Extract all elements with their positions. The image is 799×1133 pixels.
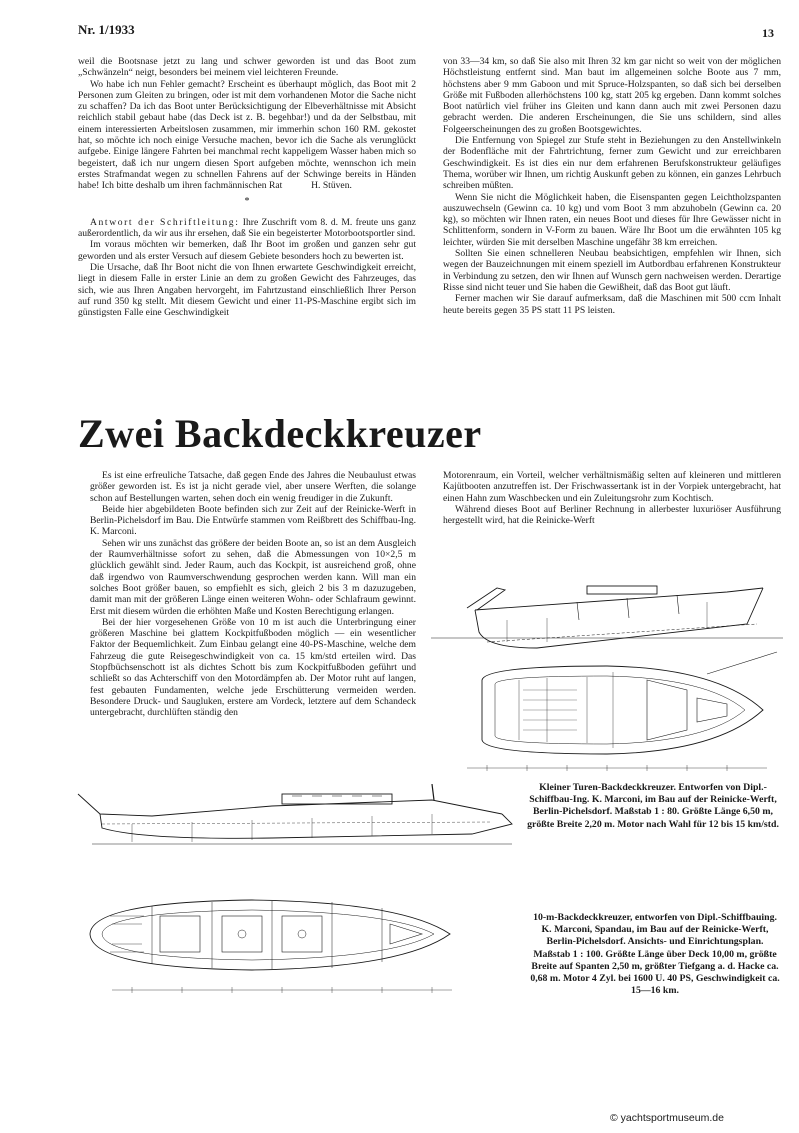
article-column-left [90, 470, 416, 719]
article-column-right [443, 470, 781, 526]
caption-large-cruiser: 10-m-Backdeckkreuzer, entworfen von Dipl.-Schiffbauing. K. Marconi, Spandau, im Bau auf der Reinicke-Werft, Berlin-Pichelsdorf. Ansichts- und Einrichtungsplan. Maßstab 1 : 100. Größte Länge über Deck 10,00 m, größte Breite auf Spanten 2,50 m, größter Tiefgang a. d. Hacke ca. 0,68 m. Motor 4 Zyl. bei 1600 U. 40 PS, Geschwindigkeit ca. 15—16 km. [530, 912, 780, 997]
answer-paragraph: von 33—34 km, so daß Sie also mit Ihren 32 km gar nicht so weit von der möglichen Höchstleistung entfernt sind. Man baut im allgemeinen solche Boote aus 7 mm, höchstens aber 9 mm Gaboon und mit Spruce-Holzspanten, so daß sich bei derselben Größe mit Fußboden allerhöchstens 100 kg, statt 205 kg ergeben. Dann kommt solches Boot natürlich viel früher ins Gleiten und kann dann auch mit zwei Personen dazu gebracht werden. Die anderen Erscheinungen, die Sie uns schildern, sind alles Folgeerscheinungen des zu großen Bootsgewichtes. [443, 56, 781, 135]
answer-paragraph: Die Entfernung von Spiegel zur Stufe steht in Beziehungen zu den Anstellwinkeln der Bodenfläche mit der Fahrtrichtung, ferner zum Gewicht und zur erreichbaren Geschwindigkeit. Es ist dies ein nur dem erfahrenen Berufskonstrukteur geläufiges Thema, worüber wir Ihnen, um richtig Auskunft geben zu können, ein ganzes Lehrbuch schreiben müßten. [443, 135, 781, 192]
answer-paragraph: Im voraus möchten wir bemerken, daß Ihr Boot im großen und ganzen sehr gut geworden und als erster Versuch auf diesem Gebiete besonders hoch zu bewerten ist. [78, 239, 416, 262]
letter-paragraph: weil die Bootsnase jetzt zu lang und schwer geworden ist und das Boot zum „Schwänzeln“ neigt, besonders bei meinem viel leichteren Freunde. [78, 56, 416, 79]
answer-paragraph: Sollten Sie einen schnelleren Neubau beabsichtigen, empfehlen wir Ihnen, sich wegen der Bauzeichnungen mit einem speziell im Autbordbau erfahrenen Konstrukteur in Verbindung zu setzen, den wir Ihnen auf Wunsch gern nachweisen werden. Derartige Risse sind nicht teuer und Sie haben die Gewißheit, daß das Boot gut läuft. [443, 248, 781, 293]
answer-label: Antwort der Schriftleitung: [90, 216, 240, 228]
letter-paragraph [78, 79, 416, 192]
answer-paragraph: Die Ursache, daß Ihr Boot nicht die von Ihnen erwartete Geschwindigkeit erreicht, liegt in diesem Falle in erster Linie an dem zu großen Gewicht des Fahrzeuges, das sich, wie aus Ihren Angaben hervorgeht, im Fahrtzustand einschließlich Ihrer Person auf rund 350 kg stellt. Mit diesem Gewicht und einer 11-PS-Maschine ergibt sich im günstigsten Falle eine Geschwindigkeit [78, 262, 416, 319]
letter-paragraph-text: Wo habe ich nun Fehler gemacht? Erscheint es überhaupt möglich, das Boot mit 2 Personen zum Gleiten zu bringen, oder ist mit dem vorhandenen Motor die Sache nicht zu schaffen? Da ich das Boot unter Berücksichtigung der Elbeverhältnisse mit Absicht reichlich stabil gebaut habe (das Deck ist z. B. begehbar!) und da der Selbstbau, mit einem interessierten Arbeitslosen zusammen, mir immerhin schon 160 RM. gekostet hat, so möchte ich noch einige Versuche machen, bevor ich die Sache als verunglückt aufgebe. Einige längere Fahrten bei manchmal recht kappeligem Wasser haben mich so begeistert, daß ich nur ungern diesen Sport aufgeben möchte, wennschon ich mein erstes Strafmandat wegen zu schnellen Fahrens auf der Schwinge bereits in Händen habe! Ich bitte deshalb um ihren fachmännischen Rat [78, 78, 416, 192]
article-paragraph: Beide hier abgebildeten Boote befinden sich zur Zeit auf der Reinicke-Werft in Berlin-Pichelsdorf im Bau. Die Entwürfe stammen vom Reißbrett des Schiffbau-Ing. K. Marconi. [90, 503, 416, 538]
watermark: © yachtsportmuseum.de [610, 1112, 724, 1124]
answer-paragraph [78, 217, 416, 240]
article-paragraph: Motorenraum, ein Vorteil, welcher verhältnismäßig selten auf kleineren und mittleren Kajütbooten anzutreffen ist. Der Frischwassertank ist in der Vorpiek untergebracht, hat einen Hahn zum Waschbecken und ein Zuleitungsrohr zum Kochtisch. [443, 470, 781, 504]
page-number: 13 [762, 26, 774, 40]
answer-paragraph: Wenn Sie nicht die Möglichkeit haben, die Eisenspanten gegen Leichtholzspanten auszuwechseln (Gewinn ca. 10 kg) und vom Boot 3 mm abzuhobeln (Gewinn ca. 20 kg), so möchten wir Ihnen raten, ein neues Boot und dieses für Ihre Gewässer nicht in Schlittenform, sondern in V-Form zu bauen. Wäre Ihr Boot um die erwähnten 105 kg leichter, würden Sie mit derselben Maschine ungefähr 38 km erreichen. [443, 191, 781, 248]
section-separator: * [244, 195, 250, 207]
caption-small-cruiser: Kleiner Turen-Backdeckkreuzer. Entworfen von Dipl.-Schiffbau-Ing. K. Marconi, im Bau auf der Reinicke-Werft, Berlin-Pichelsdorf. Maßstab 1 : 80. Größte Länge 6,50 m, größte Breite 2,20 m. Motor nach Wahl für 12 bis 15 km/std. [527, 782, 779, 830]
large-cruiser-plan-drawing [72, 784, 522, 1004]
article-paragraph: Es ist eine erfreuliche Tatsache, daß gegen Ende des Jahres die Neubaulust etwas größer geworden ist. Es ist ja nicht gerade viel, aber unsere Werften, die solange schon auf Bestellungen warten, sehen doch ein wenig freudiger in die Zukunft. [90, 470, 416, 504]
article-paragraph: Bei der hier vorgesehenen Größe von 10 m ist auch die Unterbringung einer größeren Maschine bei glattem Kockpitfußboden möglich — ein wesentlicher Faktor der Bequemlichkeit. Zum Einbau gelangt eine 40-PS-Maschine, welche dem Fahrzeug die gute Reisegeschwindigkeit von ca. 15 km/std erteilen wird. Das Stopfbüchsenschott ist als dichtes Schott bis zum Kockpitfußboden geführt und schließt so das Achterschiff von den Motordämpfen ab. Der Motor ruht auf langen, fest gebauten Fundamenten, welche jede Erschütterung vermeiden werden. Besondere Druck- und Saugluken, erstere am Vordeck, letztere auf dem Schandeck untergebracht, durchlüften ständig den [90, 616, 416, 719]
letter-signature: H. Stüven. [311, 180, 352, 192]
small-cruiser-plan-drawing [427, 580, 787, 785]
article-title: Zwei Backdeckkreuzer [78, 411, 482, 456]
article-paragraph: Sehen wir uns zunächst das größere der beiden Boote an, so ist an dem Ausgleich der Raumverhältnisse sofort zu sehen, daß die Abmessungen von 10×2,5 m glücklich gewählt sind. Jeder Raum, auch das Kockpit, ist ausreichend groß, ohne daß irgendwo von Raumverschwendung gesprochen werden kann. Will man ein solches Boot größer bauen, so empfiehlt es sich, gleich 2 bis 3 m dazuzugeben, damit man mit der größeren Länge einen weiteren Wohn- oder Schlafraum gewinnt. Erst mit diesem würden die erhöhten Maße und Kosten Berechtigung erlangen. [90, 537, 416, 617]
answer-paragraph: Ferner machen wir Sie darauf aufmerksam, daß die Maschinen mit 500 ccm Inhalt heute bereits gegen 35 PS statt 11 PS leisten. [443, 293, 781, 316]
answer-text: Ihre Zuschrift vom 8. d. M. freute uns ganz außerordentlich, da wir aus ihr ersehen, daß Sie ein begeisterter Motorbootsportler sind. [78, 216, 416, 240]
article-paragraph: Während dieses Boot auf Berliner Rechnung in allerbester luxuriöser Ausführung hergestellt wird, hat die Reinicke-Werft [443, 503, 781, 527]
letter-column-left [78, 56, 416, 319]
issue-number: Nr. 1/1933 [78, 22, 135, 37]
letter-column-right [443, 56, 781, 316]
